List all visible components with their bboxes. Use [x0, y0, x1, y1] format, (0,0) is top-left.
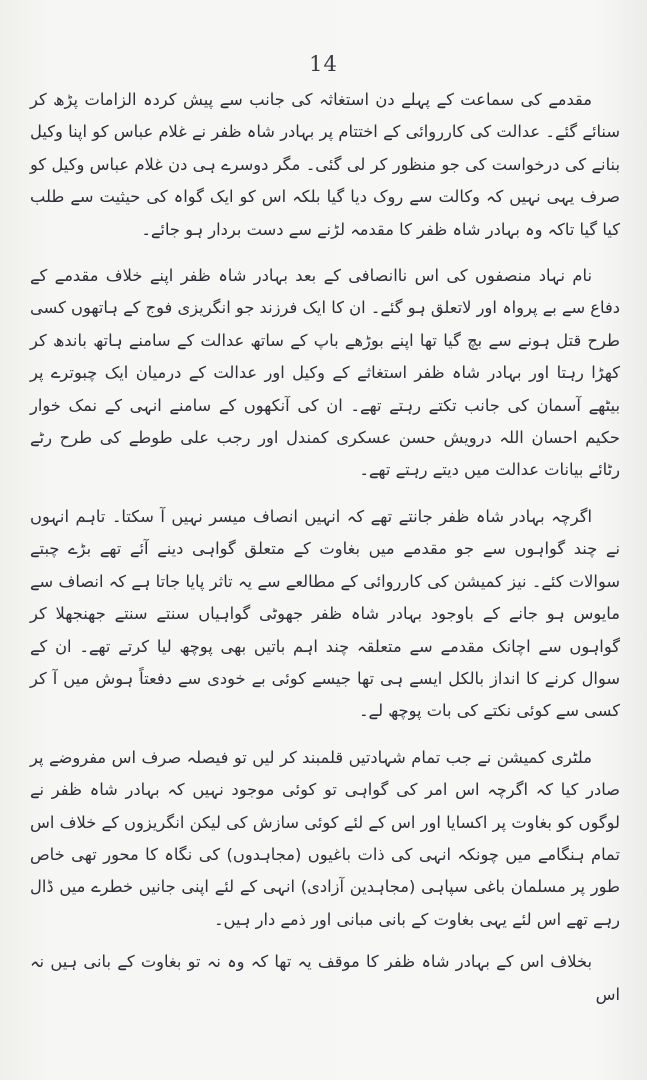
page-number: 14	[309, 52, 338, 76]
paragraph-1: مقدمے کی سماعت کے پہلے دن استغاثہ کی جانب سے پیش کردہ الزامات پڑھ کر سنائے گئے۔ عدالت کی کارروائی کے اختتام پر بہادر شاہ ظفر نے غلام عباس کو اپنا وکیل بنانے کی درخواست کی جو منظور کر لی گئی۔ مگر دوسرے ہی دن غلام عباس وکیل کو صرف یہی نہیں کہ وکالت سے روک دیا گیا بلکہ اس کو ایک گواہ کی حیثیت سے طلب کیا گیا تاکہ وہ بہادر شاہ ظفر کا مقدمہ لڑنے سے دست بردار ہو جائے۔	[30, 90, 620, 239]
paragraph-5: بخلاف اس کے بہادر شاہ ظفر کا موقف یہ تھا کہ وہ نہ تو بغاوت کے بانی ہیں نہ اس	[30, 952, 620, 1004]
paragraph-3: اگرچہ بہادر شاہ ظفر جانتے تھے کہ انہیں انصاف میسر نہیں آ سکتا۔ تاہم انہوں نے چند گواہوں سے جو مقدمے میں بغاوت کے متعلق گواہی دینے آئے تھے بڑے چبتے سوالات کئے۔ نیز کمیشن کی کارروائی کے مطالعے سے یہ تاثر پایا جاتا ہے کہ انصاف سے مایوس ہو جانے کے باوجود بہادر شاہ ظفر جھوٹی گواہیاں سنتے سنتے جھنجھلا کر گواہوں سے اچانک مقدمے سے متعلقہ چند اہم باتیں بھی پوچھ لیا کرتے تھے۔ ان کے سوال کرنے کا انداز بالکل ایسے ہی تھا جیسے کوئی بے خودی سے دفعتاً ہوش میں آ کر کسی سے کوئی نکتے کی بات پوچھ لے۔	[30, 506, 620, 721]
urdu-text-body	[30, 84, 620, 1011]
paragraph-4: ملٹری کمیشن نے جب تمام شہادتیں قلمبند کر لیں تو فیصلہ صرف اس مفروضے پر صادر کیا کہ اگرچہ اس امر کی گواہی تو کوئی موجود نہیں کہ بہادر شاہ ظفر نے لوگوں کو بغاوت پر اکسایا اور اس کے لئے کوئی سازش کی لیکن انگریزوں کے خلاف اس تمام ہنگامے میں چونکہ انہی کی ذات باغیوں (مجاہدوں) کی نگاہ کا محور تھی خاص طور پر مسلمان باغی سپاہی (مجاہدین آزادی) انہی کے لئے اپنی جانیں خطرے میں ڈال رہے تھے اس لئے یہی بغاوت کے بانی مبانی اور ذمے دار ہیں۔	[30, 747, 620, 929]
paragraph-2: نام نہاد منصفوں کی اس ناانصافی کے بعد بہادر شاہ ظفر اپنے خلاف مقدمے کے دفاع سے بے پرواہ اور لاتعلق ہو گئے۔ ان کا ایک فرزند جو انگریزی فوج کے ہاتھوں کسی طرح قتل ہونے سے بچ گیا تھا اپنے بوڑھے باپ کے ساتھ عدالت کے سامنے ہاتھ باندھ کر کھڑا رہتا اور بہادر شاہ ظفر استغاثے کے وکیل اور عدالت کے درمیان ایک چبوترے پر بیٹھے آسمان کی جانب تکتے رہتے تھے۔ ان کی آنکھوں کے سامنے انہی کے نمک خوار حکیم احسان اللہ درویش حسن عسکری کمندل اور رجب علی طوطے کی طرح رٹے رٹائے بیانات عدالت میں دیتے رہتے تھے۔	[30, 266, 620, 480]
